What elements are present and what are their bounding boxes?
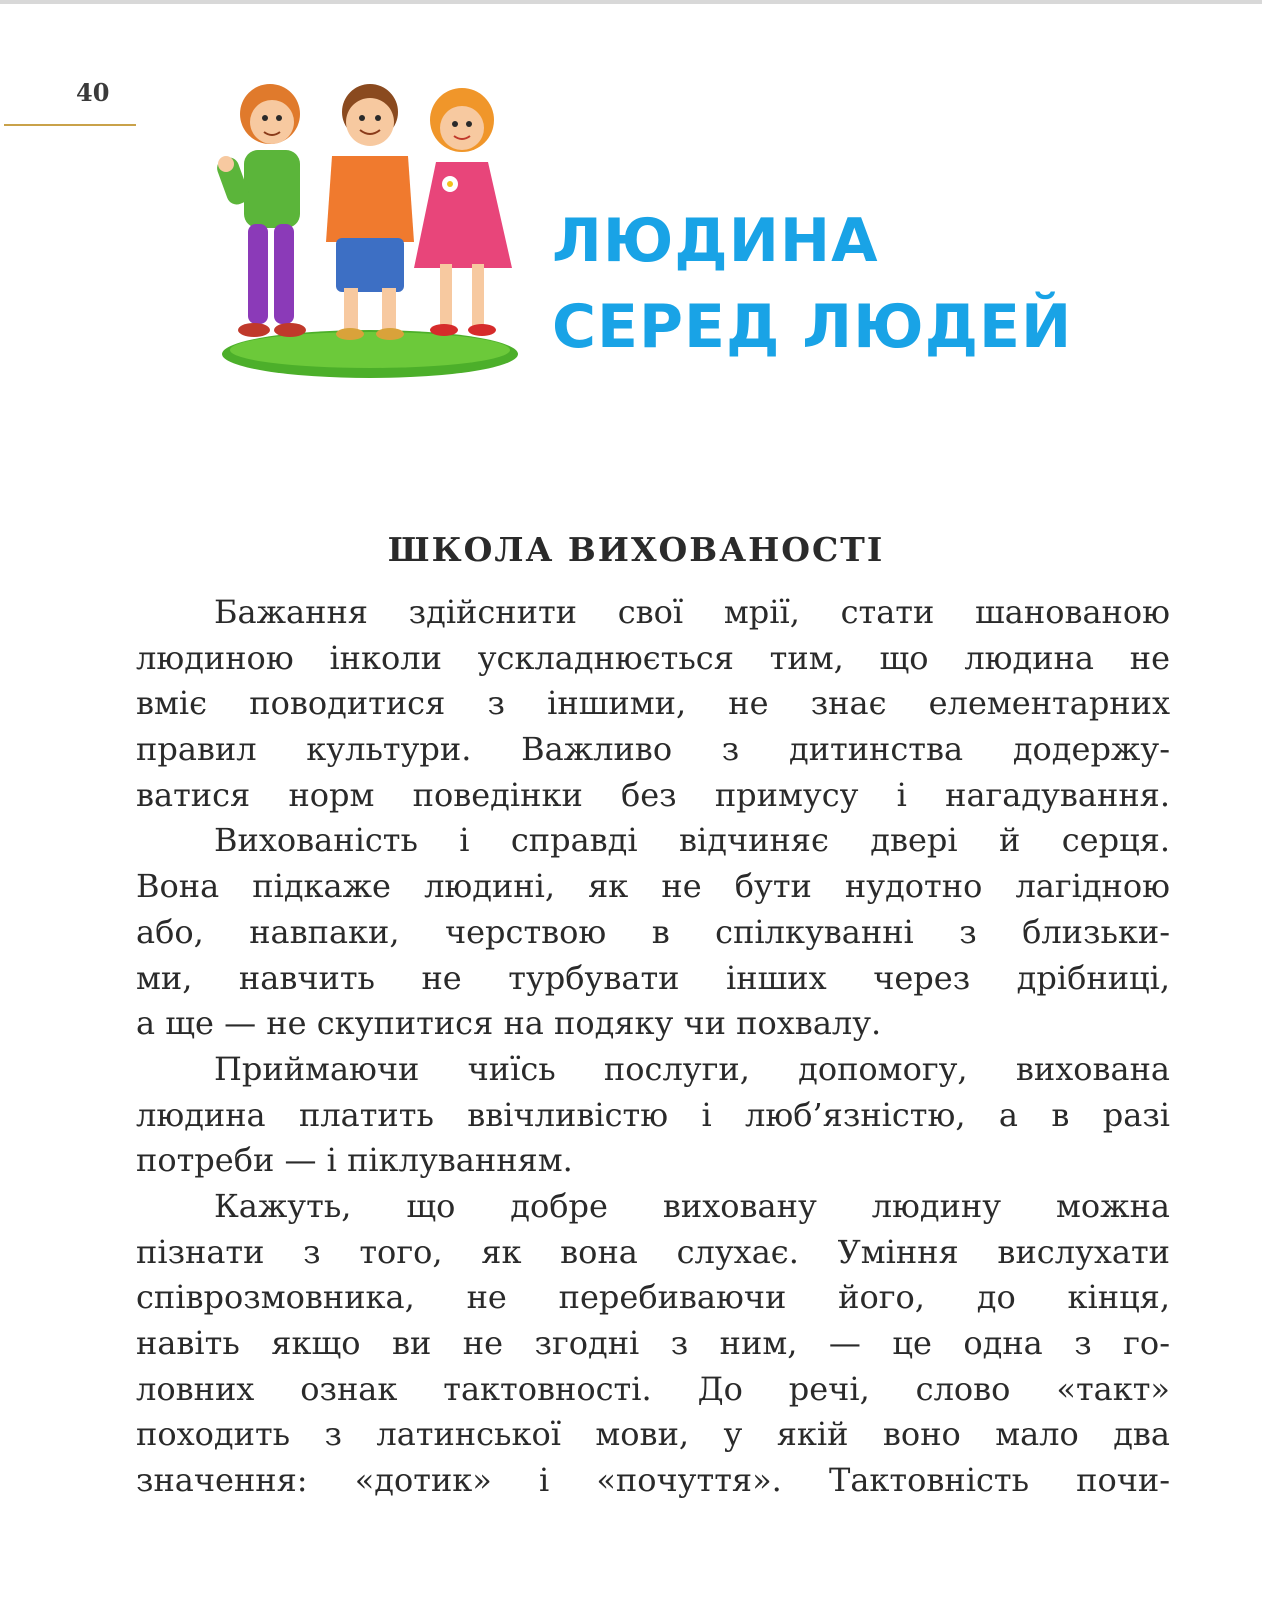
body-line: ловних ознак тактовності. До речі, слово «такт»	[136, 1369, 1170, 1408]
body-text	[136, 590, 1170, 1504]
girl-right	[414, 88, 512, 336]
page-number: 40	[76, 78, 110, 107]
body-line: співрозмовника, не перебиваючи його, до кінця,	[136, 1278, 1170, 1317]
body-line: Кажуть, що добре виховану людину можна	[214, 1186, 1170, 1225]
body-line: людина платить ввічливістю і люб’язністю, а в разі	[136, 1095, 1170, 1134]
body-line: а ще — не скупитися на подяку чи похвалу.	[136, 1004, 882, 1043]
section-heading-text: ШКОЛА ВИХОВАНОСТІ	[387, 530, 885, 569]
body-line: вміє поводитися з іншими, не знає елементарних	[136, 684, 1170, 723]
boy-middle	[326, 84, 414, 340]
body-line: Вона підкаже людині, як не бути нудотно лагідною	[136, 867, 1170, 906]
body-line: ватися норм поведінки без примусу і нагадування.	[136, 775, 1170, 814]
three-children-illustration	[210, 72, 540, 402]
page-number-underline	[4, 124, 136, 126]
body-line: потреби — і піклуванням.	[136, 1141, 573, 1180]
body-line: Приймаючи чиїсь послуги, допомогу, вихована	[214, 1049, 1170, 1088]
body-line: значення: «дотик» і «почуття». Тактовність почи-	[136, 1461, 1170, 1500]
body-line: правил культури. Важливо з дитинства додержу-	[136, 730, 1170, 769]
body-line: або, навпаки, черствою в спілкуванні з близьки-	[136, 912, 1170, 951]
section-heading	[0, 530, 1262, 569]
chapter-title-line-1: ЛЮДИНА	[552, 206, 879, 276]
chapter-title	[552, 198, 1192, 370]
body-line: ми, навчить не турбувати інших через дрібниці,	[136, 958, 1170, 997]
body-line: людиною інколи ускладнюється тим, що людина не	[136, 638, 1170, 677]
body-line: навіть якщо ви не згодні з ним, — це одна з го-	[136, 1324, 1170, 1362]
boy-left	[214, 84, 306, 337]
body-line: походить з латинської мови, у якій воно мало два	[136, 1415, 1170, 1454]
body-line: Вихованість і справді відчиняє двері й серця.	[214, 821, 1170, 860]
chapter-title-line-2: СЕРЕД ЛЮДЕЙ	[552, 292, 1073, 362]
body-line: Бажання здійснити свої мрії, стати шанованою	[214, 593, 1170, 631]
top-border	[0, 0, 1262, 4]
body-line: пізнати з того, як вона слухає. Уміння вислухати	[136, 1232, 1170, 1271]
